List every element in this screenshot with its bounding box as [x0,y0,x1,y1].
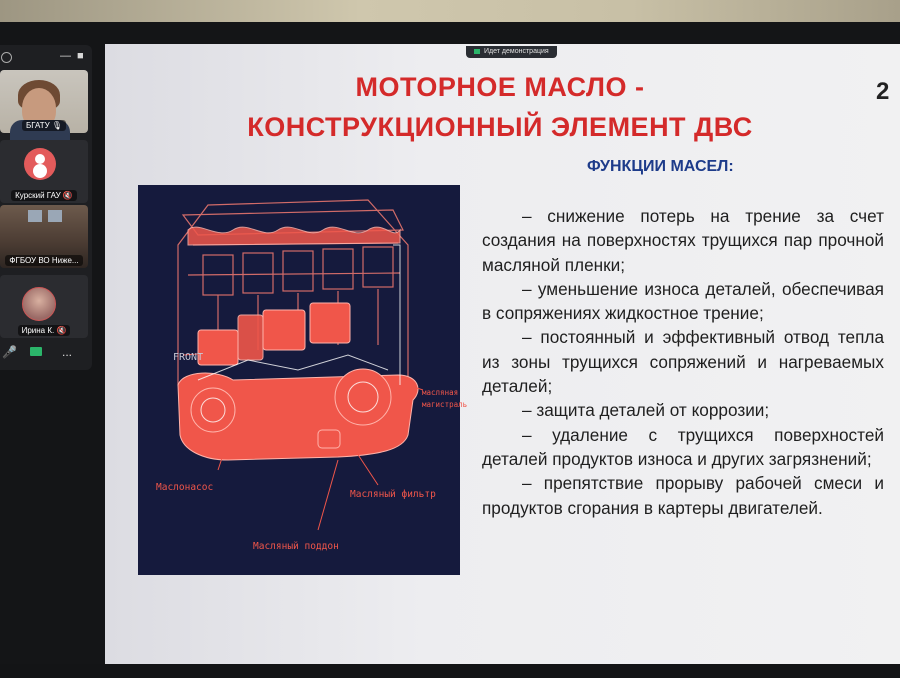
participant-tile[interactable] [0,140,88,203]
list-item: – постоянный и эффективный отвод тепла из зоны трущихся сопряжений и нагреваемых деталей; [482,327,884,397]
oil-pan-label: Масляный поддон [253,541,339,552]
minimize-icon[interactable]: — [60,50,71,62]
participant-name: ФГБОУ ВО Ниже... [9,256,79,265]
sidebar-header [0,50,92,68]
close-icon[interactable]: ■ [77,50,84,62]
background-wall [0,0,900,22]
participant-tile[interactable] [0,205,88,268]
main-gallery-label-2: магистраль [422,400,468,409]
participant-name: Ирина К. [21,326,55,335]
list-item: – снижение потерь на трение за счет создания на поверхностях трущихся пар прочной масляной пленки; [482,206,884,275]
participant-name: Курский ГАУ [15,191,61,200]
engine-lubrication-diagram [138,185,468,575]
screen-share-badge[interactable]: Идет демонстрация [466,46,557,58]
list-item: – удаление с трущихся поверхностей деталей продуктов износа и других загрязнений; [482,424,884,469]
list-item: – защита деталей от коррозии; [522,400,770,421]
mic-muted-icon: 🔇 [62,191,73,200]
list-item: – уменьшение износа деталей, обеспечивая в сопряжениях жидкостное трение; [482,278,884,324]
info-icon[interactable] [1,52,12,63]
slide-title-line1: МОТОРНОЕ МАСЛО - [355,72,645,102]
participant-tile[interactable] [0,275,88,338]
oil-filter-label: Масляный фильтр [350,489,436,500]
avatar-icon [24,148,56,180]
oil-pump-label: Маслонасос [156,482,214,493]
oil-functions-list [482,204,884,520]
monitor-bottom-bezel [0,664,900,678]
screen-share-icon [474,49,480,54]
screen-share-icon[interactable] [30,347,42,356]
main-gallery-label-1: масляная [422,388,459,397]
sidebar-controls [0,345,92,365]
avatar [22,287,56,321]
slide-subtitle: ФУНКЦИИ МАСЕЛ: [587,158,734,175]
slide-page-number: 2 [876,78,890,105]
participant-name: БГАТУ [25,121,50,130]
slide-title-line2: КОНСТРУКЦИОННЫЙ ЭЛЕМЕНТ ДВС [247,112,753,142]
list-item: – препятствие прорыву рабочей смеси и продуктов сгорания в картеры двигателей. [482,473,884,518]
mic-muted-icon: 🔇 [56,326,67,335]
participant-tile[interactable]: БГАТУ 🎙 [0,70,88,133]
more-options-icon[interactable]: ... [62,345,73,359]
microphone-icon[interactable]: 🎤 [2,345,17,359]
front-label: FRONT [173,352,204,363]
